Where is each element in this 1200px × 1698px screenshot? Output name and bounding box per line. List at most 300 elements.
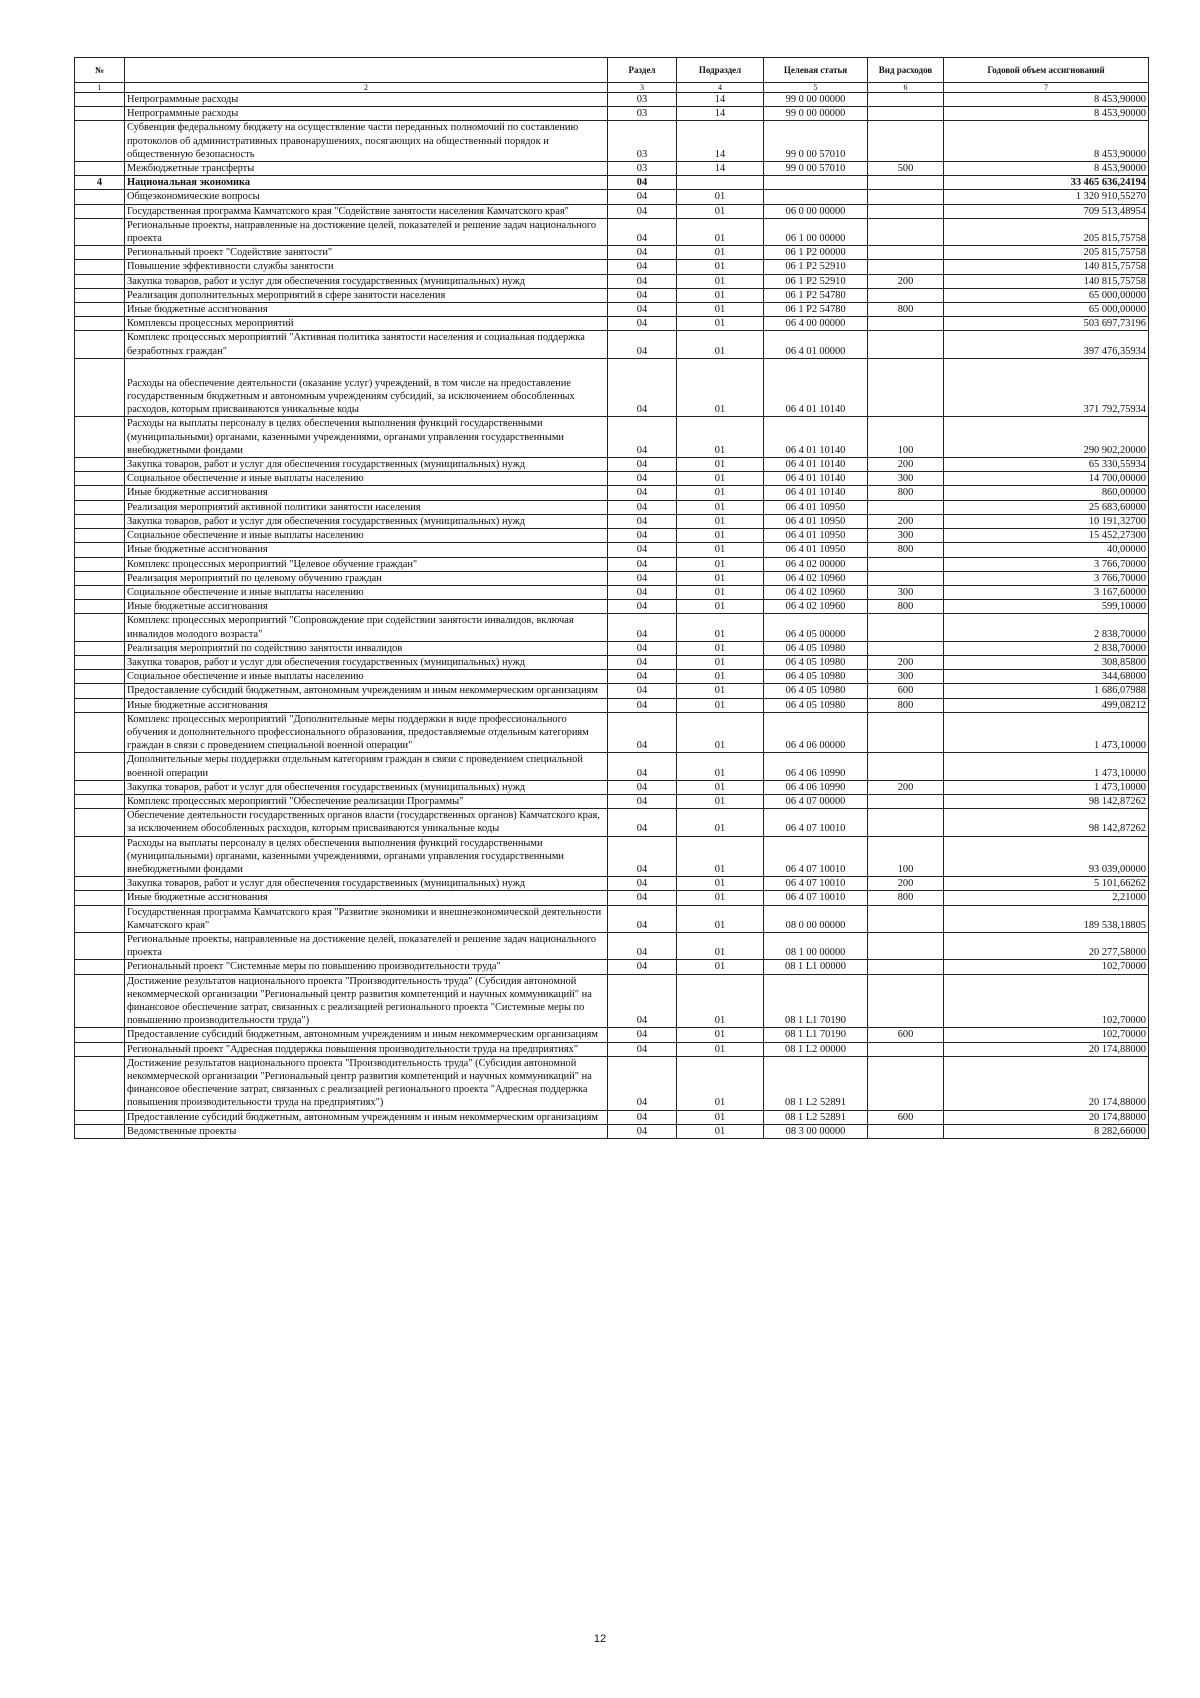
row-amount: 102,70000	[944, 960, 1149, 974]
row-name: Закупка товаров, работ и услуг для обеспечения государственных (муниципальных) нужд	[125, 458, 608, 472]
row-razdel: 04	[608, 529, 677, 543]
table-row	[75, 557, 1149, 571]
row-razdel: 04	[608, 974, 677, 1028]
row-razdel: 04	[608, 794, 677, 808]
row-number	[75, 891, 125, 905]
row-target-article: 06 4 02 10960	[764, 600, 868, 614]
header-name	[125, 58, 608, 83]
row-razdel: 04	[608, 486, 677, 500]
row-amount: 5 101,66262	[944, 877, 1149, 891]
row-number	[75, 712, 125, 753]
row-podrazdel: 01	[677, 500, 764, 514]
column-number: 7	[944, 83, 1149, 93]
row-expense-type: 300	[868, 529, 944, 543]
row-razdel: 04	[608, 331, 677, 358]
row-expense-type	[868, 974, 944, 1028]
row-expense-type	[868, 557, 944, 571]
row-number	[75, 585, 125, 599]
row-number	[75, 331, 125, 358]
row-number	[75, 93, 125, 107]
row-podrazdel: 14	[677, 162, 764, 176]
row-amount: 65 000,00000	[944, 303, 1149, 317]
row-razdel: 04	[608, 274, 677, 288]
row-expense-type	[868, 932, 944, 959]
row-amount: 14 700,00000	[944, 472, 1149, 486]
table-row	[75, 571, 1149, 585]
table-row	[75, 218, 1149, 245]
row-target-article: 06 4 05 10980	[764, 698, 868, 712]
row-name: Иные бюджетные ассигнования	[125, 891, 608, 905]
row-expense-type	[868, 218, 944, 245]
row-name: Социальное обеспечение и иные выплаты населению	[125, 585, 608, 599]
row-razdel: 04	[608, 358, 677, 417]
row-podrazdel: 01	[677, 417, 764, 458]
row-razdel: 04	[608, 891, 677, 905]
row-target-article: 08 3 00 00000	[764, 1124, 868, 1138]
row-podrazdel: 01	[677, 932, 764, 959]
row-expense-type	[868, 121, 944, 162]
row-expense-type: 800	[868, 543, 944, 557]
row-amount: 25 683,60000	[944, 500, 1149, 514]
row-target-article: 06 4 01 10950	[764, 500, 868, 514]
row-podrazdel: 01	[677, 458, 764, 472]
row-target-article: 06 4 02 10960	[764, 571, 868, 585]
row-podrazdel: 01	[677, 670, 764, 684]
row-expense-type	[868, 712, 944, 753]
row-number	[75, 190, 125, 204]
row-razdel: 04	[608, 571, 677, 585]
row-number	[75, 500, 125, 514]
row-name: Реализация дополнительных мероприятий в сфере занятости населения	[125, 288, 608, 302]
table-row	[75, 331, 1149, 358]
row-target-article: 06 4 05 10980	[764, 641, 868, 655]
row-podrazdel: 01	[677, 529, 764, 543]
table-row	[75, 1124, 1149, 1138]
row-expense-type	[868, 1042, 944, 1056]
row-expense-type: 200	[868, 655, 944, 669]
row-name: Региональные проекты, направленные на достижение целей, показателей и решение задач национального проекта	[125, 218, 608, 245]
table-row	[75, 641, 1149, 655]
row-amount: 8 453,90000	[944, 121, 1149, 162]
row-number	[75, 486, 125, 500]
column-number: 2	[125, 83, 608, 93]
row-target-article: 06 4 05 00000	[764, 614, 868, 641]
row-expense-type: 600	[868, 1110, 944, 1124]
row-target-article: 06 4 07 10010	[764, 809, 868, 836]
row-podrazdel: 01	[677, 303, 764, 317]
row-target-article: 99 0 00 57010	[764, 162, 868, 176]
row-expense-type	[868, 204, 944, 218]
table-row	[75, 204, 1149, 218]
row-name: Национальная экономика	[125, 176, 608, 190]
row-podrazdel: 01	[677, 260, 764, 274]
row-amount: 205 815,75758	[944, 246, 1149, 260]
row-razdel: 04	[608, 190, 677, 204]
row-name: Иные бюджетные ассигнования	[125, 600, 608, 614]
row-target-article: 08 1 L1 70190	[764, 1028, 868, 1042]
table-row	[75, 974, 1149, 1028]
row-target-article: 06 4 01 10950	[764, 514, 868, 528]
row-number	[75, 288, 125, 302]
row-podrazdel: 01	[677, 190, 764, 204]
row-podrazdel: 01	[677, 1042, 764, 1056]
row-name: Межбюджетные трансферты	[125, 162, 608, 176]
row-podrazdel: 01	[677, 684, 764, 698]
column-number: 4	[677, 83, 764, 93]
row-razdel: 03	[608, 107, 677, 121]
row-number	[75, 514, 125, 528]
table-row	[75, 600, 1149, 614]
row-amount: 344,68000	[944, 670, 1149, 684]
row-razdel: 04	[608, 260, 677, 274]
row-target-article: 08 1 L1 70190	[764, 974, 868, 1028]
table-row	[75, 514, 1149, 528]
row-name: Предоставление субсидий бюджетным, автономным учреждениям и иным некоммерческим организациям	[125, 1028, 608, 1042]
row-name: Социальное обеспечение и иные выплаты населению	[125, 670, 608, 684]
row-razdel: 04	[608, 288, 677, 302]
table-row	[75, 712, 1149, 753]
row-podrazdel: 01	[677, 655, 764, 669]
row-expense-type	[868, 500, 944, 514]
row-podrazdel: 14	[677, 121, 764, 162]
row-number	[75, 543, 125, 557]
row-number	[75, 358, 125, 417]
row-number	[75, 698, 125, 712]
table-row	[75, 274, 1149, 288]
table-row	[75, 794, 1149, 808]
row-number	[75, 960, 125, 974]
row-razdel: 04	[608, 246, 677, 260]
row-name: Повышение эффективности службы занятости	[125, 260, 608, 274]
row-amount: 2 838,70000	[944, 614, 1149, 641]
row-name: Закупка товаров, работ и услуг для обеспечения государственных (муниципальных) нужд	[125, 877, 608, 891]
row-target-article: 06 4 01 00000	[764, 331, 868, 358]
row-target-article	[764, 176, 868, 190]
row-razdel: 04	[608, 698, 677, 712]
column-number: 5	[764, 83, 868, 93]
row-expense-type: 500	[868, 162, 944, 176]
row-razdel: 03	[608, 162, 677, 176]
table-row	[75, 472, 1149, 486]
row-razdel: 04	[608, 317, 677, 331]
row-amount: 20 174,88000	[944, 1042, 1149, 1056]
row-number: 4	[75, 176, 125, 190]
row-podrazdel: 01	[677, 317, 764, 331]
header-podrazdel: Подраздел	[677, 58, 764, 83]
row-expense-type	[868, 107, 944, 121]
row-expense-type: 800	[868, 486, 944, 500]
row-razdel: 04	[608, 585, 677, 599]
row-podrazdel	[677, 176, 764, 190]
row-expense-type: 600	[868, 684, 944, 698]
row-podrazdel: 01	[677, 641, 764, 655]
row-number	[75, 753, 125, 780]
row-expense-type	[868, 960, 944, 974]
row-name: Иные бюджетные ассигнования	[125, 543, 608, 557]
row-podrazdel: 01	[677, 1056, 764, 1110]
row-razdel: 04	[608, 458, 677, 472]
row-podrazdel: 01	[677, 472, 764, 486]
row-name: Комплекс процессных мероприятий "Активная политика занятости населения и социальная поддержка безработных граждан"	[125, 331, 608, 358]
table-row	[75, 358, 1149, 417]
row-number	[75, 529, 125, 543]
row-name: Реализация мероприятий по целевому обучению граждан	[125, 571, 608, 585]
budget-table	[74, 57, 1149, 1139]
table-row	[75, 500, 1149, 514]
row-amount: 1 320 910,55270	[944, 190, 1149, 204]
row-amount: 709 513,48954	[944, 204, 1149, 218]
row-expense-type	[868, 1124, 944, 1138]
row-name: Достижение результатов национального проекта "Производительность труда" (Субсидия автономной некоммерческой организации "Региональный центр развития компетенций и научных коммуникаций" на финансовое обеспечение затрат, связанных с реализацией регионального проекта "Системные меры по повышению производительности труда")	[125, 974, 608, 1028]
row-name: Комплекс процессных мероприятий "Целевое обучение граждан"	[125, 557, 608, 571]
row-amount: 102,70000	[944, 1028, 1149, 1042]
row-amount: 2,21000	[944, 891, 1149, 905]
table-row	[75, 529, 1149, 543]
row-amount: 15 452,27300	[944, 529, 1149, 543]
row-name: Расходы на выплаты персоналу в целях обеспечения выполнения функций государственными (муниципальными) органами, казенными учреждениями, органами управления государственными внебюджетными фондами	[125, 836, 608, 877]
row-razdel: 04	[608, 684, 677, 698]
row-number	[75, 932, 125, 959]
column-number: 1	[75, 83, 125, 93]
table-row	[75, 891, 1149, 905]
row-target-article: 06 1 P2 52910	[764, 260, 868, 274]
row-target-article: 06 4 07 00000	[764, 794, 868, 808]
table-row	[75, 121, 1149, 162]
row-number	[75, 684, 125, 698]
row-razdel: 04	[608, 303, 677, 317]
row-name: Субвенция федеральному бюджету на осуществление части переданных полномочий по составлению протоколов об административных правонарушениях, посягающих на общественный порядок и общественную безопасность	[125, 121, 608, 162]
row-amount: 1 473,10000	[944, 753, 1149, 780]
row-razdel: 04	[608, 655, 677, 669]
table-row	[75, 303, 1149, 317]
row-podrazdel: 01	[677, 331, 764, 358]
row-expense-type	[868, 794, 944, 808]
row-number	[75, 218, 125, 245]
header-annual-volume: Годовой объем ассигнований	[944, 58, 1149, 83]
row-number	[75, 121, 125, 162]
table-row	[75, 486, 1149, 500]
row-number	[75, 780, 125, 794]
row-amount: 290 902,20000	[944, 417, 1149, 458]
row-number	[75, 204, 125, 218]
row-expense-type	[868, 176, 944, 190]
row-razdel: 04	[608, 514, 677, 528]
row-name: Иные бюджетные ассигнования	[125, 486, 608, 500]
row-name: Закупка товаров, работ и услуг для обеспечения государственных (муниципальных) нужд	[125, 780, 608, 794]
row-amount: 1 686,07988	[944, 684, 1149, 698]
row-expense-type	[868, 641, 944, 655]
row-expense-type	[868, 260, 944, 274]
row-podrazdel: 01	[677, 1124, 764, 1138]
row-name: Общеэкономические вопросы	[125, 190, 608, 204]
row-amount: 3 766,70000	[944, 557, 1149, 571]
row-expense-type	[868, 288, 944, 302]
row-name: Иные бюджетные ассигнования	[125, 698, 608, 712]
row-number	[75, 655, 125, 669]
row-razdel: 04	[608, 472, 677, 486]
row-target-article	[764, 190, 868, 204]
row-target-article: 06 4 00 00000	[764, 317, 868, 331]
row-expense-type	[868, 331, 944, 358]
row-target-article: 06 4 07 10010	[764, 891, 868, 905]
row-target-article: 06 4 02 10960	[764, 585, 868, 599]
row-podrazdel: 01	[677, 246, 764, 260]
row-name: Непрограммные расходы	[125, 107, 608, 121]
row-target-article: 06 4 05 10980	[764, 670, 868, 684]
row-target-article: 06 4 06 10990	[764, 753, 868, 780]
row-razdel: 04	[608, 1042, 677, 1056]
row-name: Закупка товаров, работ и услуг для обеспечения государственных (муниципальных) нужд	[125, 514, 608, 528]
table-row	[75, 753, 1149, 780]
row-podrazdel: 01	[677, 218, 764, 245]
row-number	[75, 107, 125, 121]
row-number	[75, 641, 125, 655]
page-number: 12	[593, 1633, 607, 1645]
row-razdel: 04	[608, 500, 677, 514]
row-target-article: 08 1 00 00000	[764, 932, 868, 959]
row-amount: 189 538,18805	[944, 905, 1149, 932]
row-expense-type	[868, 1056, 944, 1110]
row-number	[75, 670, 125, 684]
row-amount: 397 476,35934	[944, 331, 1149, 358]
row-target-article: 06 1 P2 52910	[764, 274, 868, 288]
row-razdel: 04	[608, 600, 677, 614]
row-podrazdel: 01	[677, 753, 764, 780]
row-expense-type: 300	[868, 670, 944, 684]
row-name: Предоставление субсидий бюджетным, автономным учреждениям и иным некоммерческим организациям	[125, 1110, 608, 1124]
row-name: Комплекс процессных мероприятий "Обеспечение реализации Программы"	[125, 794, 608, 808]
row-amount: 8 453,90000	[944, 93, 1149, 107]
row-target-article: 99 0 00 00000	[764, 107, 868, 121]
row-amount: 98 142,87262	[944, 809, 1149, 836]
row-podrazdel: 01	[677, 712, 764, 753]
row-target-article: 08 1 L1 00000	[764, 960, 868, 974]
row-name: Комплекс процессных мероприятий "Сопровождение при содействии занятости инвалидов, включая инвалидов молодого возраста"	[125, 614, 608, 641]
row-name: Социальное обеспечение и иные выплаты населению	[125, 472, 608, 486]
row-razdel: 04	[608, 1110, 677, 1124]
row-razdel: 04	[608, 809, 677, 836]
row-target-article: 06 4 02 00000	[764, 557, 868, 571]
table-body	[75, 93, 1149, 1139]
row-podrazdel: 01	[677, 358, 764, 417]
row-amount: 3 167,60000	[944, 585, 1149, 599]
row-name: Государственная программа Камчатского края "Развитие экономики и внешнеэкономической деятельности Камчатского края"	[125, 905, 608, 932]
row-number	[75, 905, 125, 932]
row-podrazdel: 01	[677, 571, 764, 585]
row-number	[75, 614, 125, 641]
row-amount: 2 838,70000	[944, 641, 1149, 655]
row-amount: 1 473,10000	[944, 712, 1149, 753]
row-podrazdel: 01	[677, 974, 764, 1028]
row-target-article: 06 4 05 10980	[764, 655, 868, 669]
row-name: Обеспечение деятельности государственных органов власти (государственных органов) Камчатского края, за исключением обособленных расходов, которым присваиваются уникальные коды	[125, 809, 608, 836]
row-podrazdel: 01	[677, 514, 764, 528]
table-row	[75, 960, 1149, 974]
row-name: Региональный проект "Содействие занятости"	[125, 246, 608, 260]
row-target-article: 99 0 00 00000	[764, 93, 868, 107]
row-number	[75, 1124, 125, 1138]
row-amount: 8 453,90000	[944, 162, 1149, 176]
table-row	[75, 877, 1149, 891]
row-expense-type	[868, 905, 944, 932]
table-row	[75, 684, 1149, 698]
row-amount: 98 142,87262	[944, 794, 1149, 808]
table-row	[75, 190, 1149, 204]
row-podrazdel: 01	[677, 204, 764, 218]
row-podrazdel: 14	[677, 107, 764, 121]
row-podrazdel: 01	[677, 698, 764, 712]
row-expense-type	[868, 571, 944, 585]
row-target-article: 08 0 00 00000	[764, 905, 868, 932]
column-number: 6	[868, 83, 944, 93]
row-podrazdel: 01	[677, 585, 764, 599]
row-expense-type: 200	[868, 780, 944, 794]
row-number	[75, 600, 125, 614]
row-target-article: 06 4 06 10990	[764, 780, 868, 794]
row-expense-type: 100	[868, 417, 944, 458]
row-expense-type: 800	[868, 600, 944, 614]
row-target-article: 06 4 01 10140	[764, 486, 868, 500]
table-row	[75, 655, 1149, 669]
row-target-article: 06 4 07 10010	[764, 836, 868, 877]
row-expense-type: 100	[868, 836, 944, 877]
row-expense-type	[868, 190, 944, 204]
row-amount: 371 792,75934	[944, 358, 1149, 417]
row-name: Реализация мероприятий по содействию занятости инвалидов	[125, 641, 608, 655]
row-number	[75, 260, 125, 274]
row-amount: 65 000,00000	[944, 288, 1149, 302]
row-podrazdel: 01	[677, 1028, 764, 1042]
row-expense-type	[868, 317, 944, 331]
column-number: 3	[608, 83, 677, 93]
row-target-article: 06 4 07 10010	[764, 877, 868, 891]
row-target-article: 06 1 P2 54780	[764, 303, 868, 317]
row-expense-type: 200	[868, 877, 944, 891]
row-number	[75, 836, 125, 877]
row-podrazdel: 01	[677, 486, 764, 500]
table-row	[75, 836, 1149, 877]
row-amount: 140 815,75758	[944, 274, 1149, 288]
row-amount: 65 330,55934	[944, 458, 1149, 472]
row-target-article: 06 4 01 10140	[764, 458, 868, 472]
row-name: Реализация мероприятий активной политики занятости населения	[125, 500, 608, 514]
row-amount: 8 453,90000	[944, 107, 1149, 121]
row-razdel: 04	[608, 753, 677, 780]
row-name: Расходы на обеспечение деятельности (оказание услуг) учреждений, в том числе на предоставление государственным бюджетным и автономным учреждениям субсидий, за исключением обособленных расходов, которым присваиваются уникальные коды	[125, 358, 608, 417]
row-razdel: 04	[608, 204, 677, 218]
row-name: Иные бюджетные ассигнования	[125, 303, 608, 317]
row-podrazdel: 01	[677, 877, 764, 891]
row-target-article: 06 0 00 00000	[764, 204, 868, 218]
row-expense-type	[868, 614, 944, 641]
row-target-article: 06 4 01 10140	[764, 417, 868, 458]
row-number	[75, 877, 125, 891]
row-amount: 308,85800	[944, 655, 1149, 669]
row-amount: 102,70000	[944, 974, 1149, 1028]
row-amount: 140 815,75758	[944, 260, 1149, 274]
row-razdel: 04	[608, 836, 677, 877]
row-target-article: 06 4 01 10140	[764, 358, 868, 417]
row-podrazdel: 01	[677, 288, 764, 302]
row-target-article: 06 4 01 10140	[764, 472, 868, 486]
row-expense-type: 300	[868, 585, 944, 599]
row-razdel: 03	[608, 93, 677, 107]
row-name: Дополнительные меры поддержки отдельным категориям граждан в связи с проведением специальной военной операции	[125, 753, 608, 780]
row-razdel: 04	[608, 1124, 677, 1138]
row-number	[75, 472, 125, 486]
row-number	[75, 1028, 125, 1042]
table-row	[75, 417, 1149, 458]
